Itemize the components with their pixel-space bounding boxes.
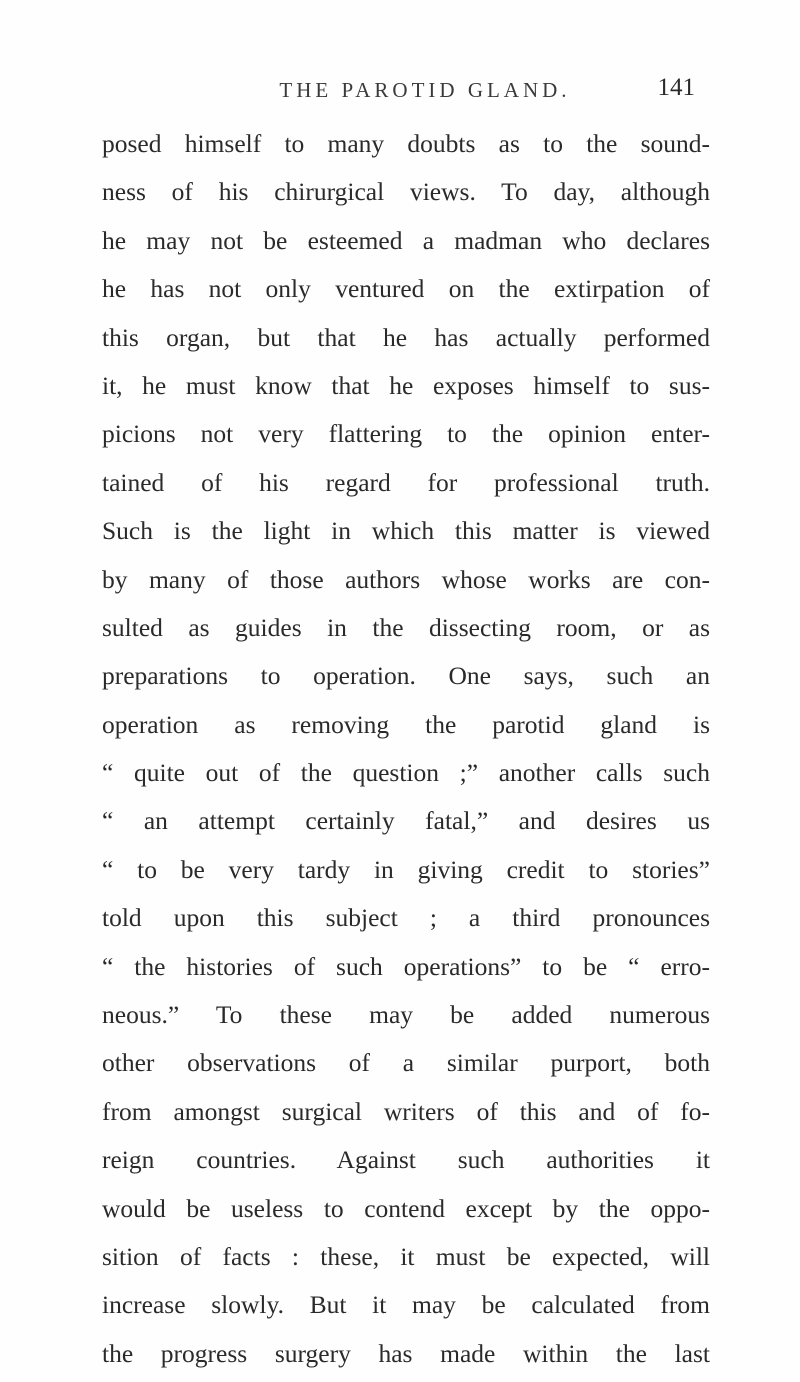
text-line: he has not only ventured on the extirpation of [102, 274, 710, 304]
text-line: sition of facts : these, it must be expected, will [102, 1241, 710, 1271]
text-line: picions not very flattering to the opinion enter- [102, 419, 710, 449]
text-line: increase slowly. But it may be calculated from [102, 1290, 710, 1320]
text-line: from amongst surgical writers of this and of fo- [102, 1096, 710, 1126]
body-text [102, 120, 710, 1378]
text-line: “ an attempt certainly fatal,” and desires us [102, 806, 710, 836]
text-line: ness of his chirurgical views. To day, although [102, 177, 710, 207]
text-line: reign countries. Against such authorities it [102, 1145, 710, 1175]
text-line: “ the histories of such operations” to be “ erro- [102, 951, 710, 981]
text-line: he may not be esteemed a madman who declares [102, 225, 710, 255]
text-line: this organ, but that he has actually performed [102, 322, 710, 352]
text-line: would be useless to contend except by the oppo- [102, 1193, 710, 1223]
text-line: preparations to operation. One says, such an [102, 661, 710, 691]
text-line: other observations of a similar purport, both [102, 1048, 710, 1078]
text-line: told upon this subject ; a third pronounces [102, 903, 710, 933]
text-line: the progress surgery has made within the last [102, 1338, 710, 1368]
text-line: posed himself to many doubts as to the sound- [102, 129, 710, 158]
text-line: by many of those authors whose works are con- [102, 564, 710, 594]
text-line: tained of his regard for professional truth. [102, 467, 710, 497]
page-number: 141 [657, 74, 695, 101]
text-line: “ quite out of the question ;” another calls such [102, 758, 710, 788]
running-head: THE PAROTID GLAND. [279, 78, 571, 102]
text-line: sulted as guides in the dissecting room, or as [102, 612, 710, 642]
text-line: “ to be very tardy in giving credit to stories” [102, 854, 710, 884]
text-line: it, he must know that he exposes himself to sus- [102, 370, 710, 400]
text-line: Such is the light in which this matter is viewed [102, 516, 710, 546]
text-line: neous.” To these may be added numerous [102, 1000, 710, 1030]
text-line: operation as removing the parotid gland is [102, 709, 710, 739]
